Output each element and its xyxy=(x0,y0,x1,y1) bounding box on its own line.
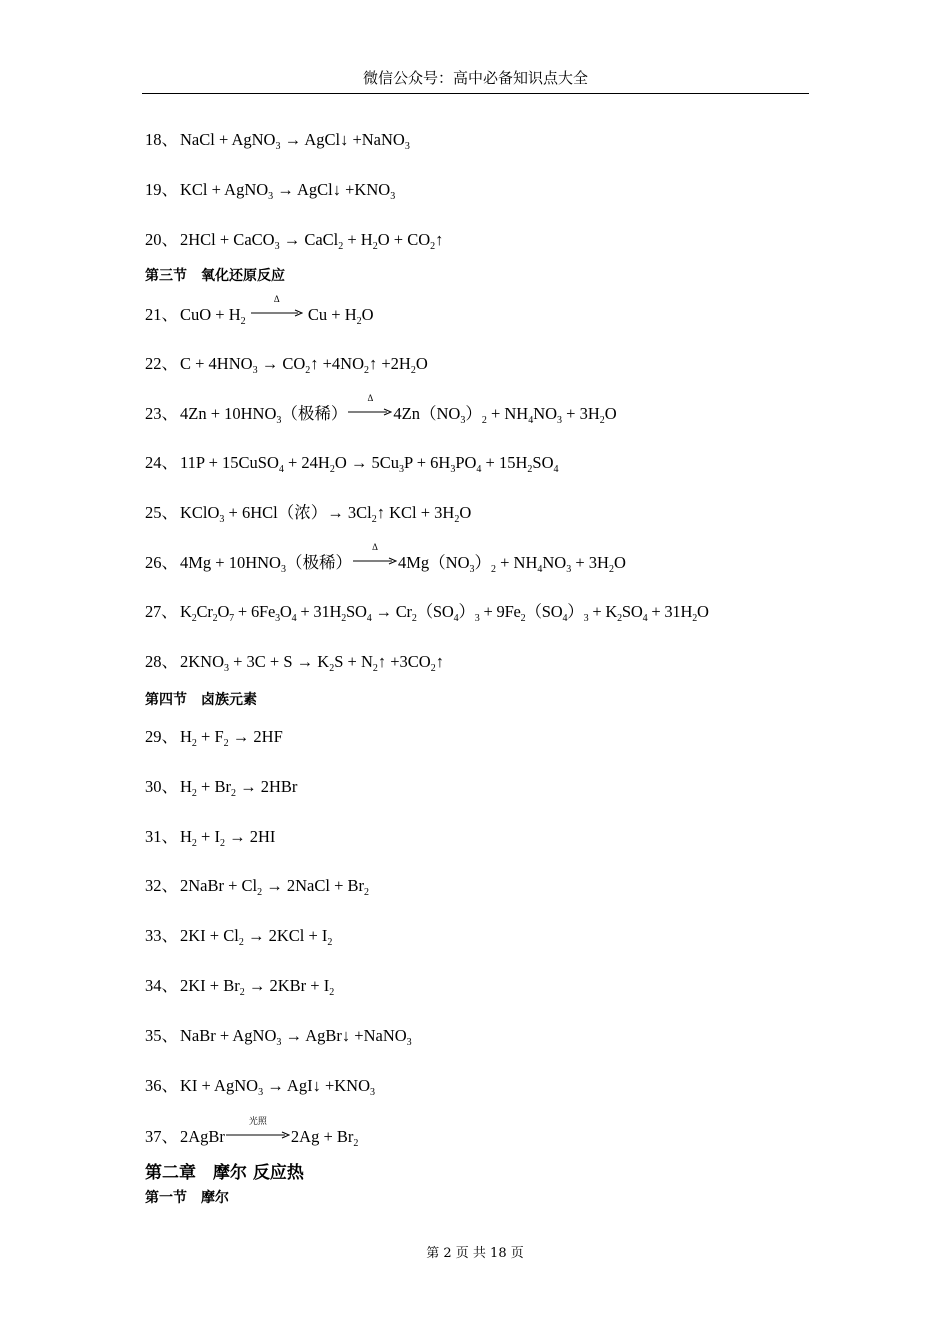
equation-28: 28、 $2KNO_3 + 3C + S \to K_2S$ + $N_2↑$ $+3CO_2↑$ xyxy=(145,652,444,674)
equation-number: 24、 xyxy=(145,453,178,472)
heat-arrow: Δ xyxy=(251,306,303,318)
equation-24: 24、 11P + 15CuSO$_4$ + $24H_2O \to 5Cu_3P + 6H_3PO_4 + 15H_2SO_4$ xyxy=(145,453,559,475)
equation-29: 29、 $H_2 + F_2 \to 2HF$ xyxy=(145,727,283,749)
equation-number: 31、 xyxy=(145,827,178,846)
equation-number: 30、 xyxy=(145,777,178,796)
equation-number: 32、 xyxy=(145,876,178,895)
equation-number: 27、 xyxy=(145,602,178,621)
equation-number: 22、 xyxy=(145,354,178,373)
heat-arrow: Δ xyxy=(353,554,397,566)
section-heading-mole: 第一节 摩尔 xyxy=(145,1190,229,1206)
chapter-heading: 第二章 摩尔 反应热 xyxy=(145,1163,304,1183)
equation-number: 18、 xyxy=(145,130,178,149)
equation-number: 26、 xyxy=(145,553,178,572)
equation-35: 35、 NaBr + AgNO$_3$ → AgBr↓ +NaNO$_3$ xyxy=(145,1026,412,1048)
equation-32: 32、 2NaBr + $Cl_2$ → 2NaCl + $Br_2$ xyxy=(145,876,370,898)
equation-33: 33、 $2KI + Cl_2 \to 2KCl + I_2$ xyxy=(145,926,333,948)
equation-22: 22、 $C + 4HNO_3$ → $CO_2↑$ $+4NO_2↑ +2H_2O$ xyxy=(145,354,428,376)
equation-number: 23、 xyxy=(145,404,178,423)
equation-34: 34、 $2KI + Br_2 \to 2KBr + I_2$ xyxy=(145,976,335,998)
equation-30: 30、 $H_2 + Br_2 \to 2HBr$ xyxy=(145,777,298,799)
page-footer: 第 2 页 共 18 页 xyxy=(426,1246,524,1261)
equation-number: 34、 xyxy=(145,976,178,995)
equation-18: 18、 NaCl + AgNO$_3$ → AgCl↓ +NaNO$_3$ xyxy=(145,130,410,152)
equation-number: 21、 xyxy=(145,305,178,324)
equation-21: 21、 CuO + $H_2$ Δ $Cu + H_2O$ xyxy=(145,294,374,327)
equation-number: 37、 xyxy=(145,1127,178,1146)
light-arrow: 光照 xyxy=(226,1128,290,1140)
equation-number: 28、 xyxy=(145,652,178,671)
equation-31: 31、 $H_2 + I_2 \to 2HI$ xyxy=(145,827,276,849)
equation-number: 35、 xyxy=(145,1026,178,1045)
equation-number: 20、 xyxy=(145,230,178,249)
heat-arrow: Δ xyxy=(348,405,392,417)
equation-number: 36、 xyxy=(145,1076,178,1095)
section-heading-halogens: 第四节 卤族元素 xyxy=(145,692,257,708)
equation-20: 20、 2HCl + CaCO$_3$ → CaCl$_2$ + $H_2O$ + $CO_2↑$ xyxy=(145,230,444,252)
equation-number: 19、 xyxy=(145,180,178,199)
equation-19: 19、 KCl + AgNO$_3$ → AgCl↓ $+KNO_3$ xyxy=(145,180,396,202)
equation-25: 25、 KClO$_3$ + 6HCl（浓）→ $3Cl_2↑$ KCl + $3H_2O$ xyxy=(145,503,472,525)
equation-27: 27、 $K_2Cr_2O_7 + 6Fe_3O_4 + 31H_2SO_4 \to Cr_2(SO_4)_3 + 9Fe_2(SO_4)_3 + K_2SO_4 + 31H_2O$ xyxy=(145,602,709,624)
equation-26: 26、 $4Mg + 10HNO_3$（极稀） Δ $4Mg(NO_3)_2 + NH_4NO_3 + 3H_2O$ xyxy=(145,542,626,575)
equation-number: 25、 xyxy=(145,503,178,522)
equation-36: 36、 KI + AgNO$_3$ → AgI↓ $+KNO_3$ xyxy=(145,1076,375,1098)
page-header: 微信公众号：高中必备知识点大全 xyxy=(142,66,809,94)
equation-37: 37、 2AgBr 光照 $2Ag + Br_2$ xyxy=(145,1116,359,1149)
equation-number: 29、 xyxy=(145,727,178,746)
section-heading-redox: 第三节 氧化还原反应 xyxy=(145,268,285,284)
equation-23: 23、 $4Zn + 10HNO_3$（极稀） Δ $4Zn(NO_3)_2 + NH_4NO_3 + 3H_2O$ xyxy=(145,393,617,426)
equation-number: 33、 xyxy=(145,926,178,945)
